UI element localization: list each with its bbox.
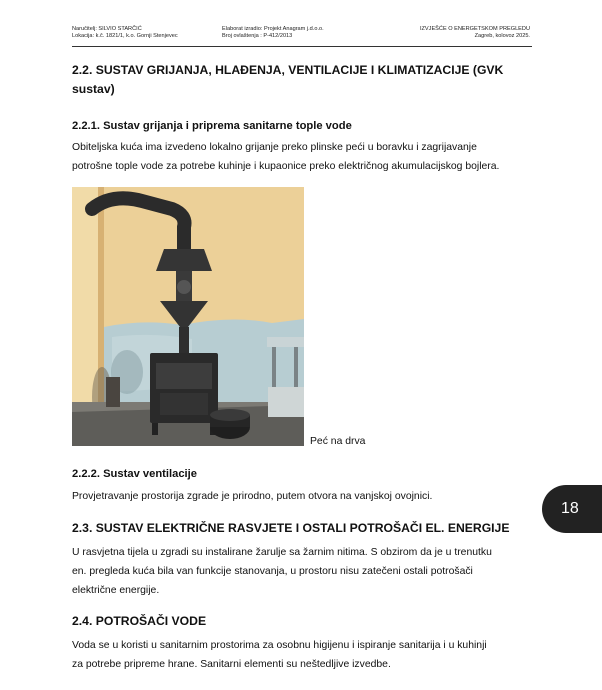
page-header xyxy=(72,26,532,48)
section-2-4-body: Voda se u koristi u sanitarnim prostorima za osobnu higijenu i ispiranje sanitarija i u kuhinji za potrebe pripreme hrane. Sanitarni elementi su neštedljive izvedbe. xyxy=(72,640,487,670)
section-2-2-2-heading: 2.2.2. Sustav ventilacije xyxy=(72,468,197,480)
section-2-2-2-body: Provjetravanje prostorija zgrade je prirodno, putem otvora na vanjskoj ovojnici. xyxy=(72,491,433,502)
page-number-badge: 18 xyxy=(542,485,602,533)
wood-stove-photo xyxy=(72,187,304,446)
section-2-2-1-heading: 2.2.1. Sustav grijanja i priprema sanitarne tople vode xyxy=(72,120,352,132)
section-2-2-1-body: Obiteljska kuća ima izvedeno lokalno grijanje preko plinske peći u boravku i zagrijavanje potrošne tople vode za potrebe kuhinje i kupaonice preko električnog akumulacijskog bojlera. xyxy=(72,142,500,172)
photo-caption: Peć na drva xyxy=(310,436,366,447)
section-2-3-body: U rasvjetna tijela u zgradi su instalirane žarulje sa žarnim nitima. S obzirom da je u trenutku en. pregleda kuća bila van funkcije stanovanja, u prostoru nisu zatečeni ostali potrošači električne energije. xyxy=(72,547,492,596)
header-divider xyxy=(72,46,532,47)
header-report-info: IZVJEŠĆE O ENERGETSKOM PREGLEDU Zagreb, kolovoz 2025. xyxy=(419,26,530,40)
header-author-info: Elaborat izradio: Projekt Anagram j.d.o.o. Broj ovlaštenja : P-412/2013 xyxy=(222,26,324,40)
section-2-2-heading: 2.2. SUSTAV GRIJANJA, HLAĐENJA, VENTILACIJE I KLIMATIZACIJE (GVK sustav) xyxy=(72,63,504,96)
section-2-4-heading: 2.4. POTROŠAČI VODE xyxy=(72,614,207,628)
header-client-info: Naručitelj: SILVIO STARČIĆ Lokacija: k.č. 1821/1, k.o. Gornji Stenjevec xyxy=(72,26,178,40)
section-2-3-heading: 2.3. SUSTAV ELEKTRIČNE RASVJETE I OSTALI POTROŠAČI EL. ENERGIJE xyxy=(72,521,510,535)
